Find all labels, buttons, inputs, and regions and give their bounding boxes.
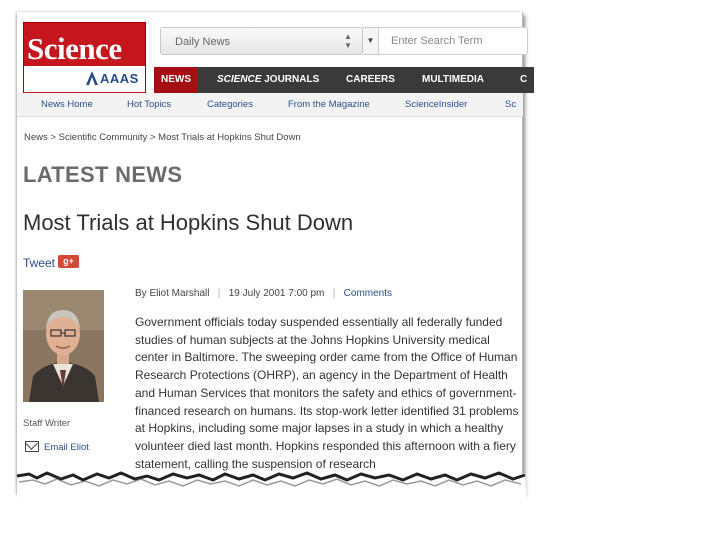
author-role: Staff Writer — [23, 418, 71, 429]
breadcrumb — [24, 132, 301, 143]
nav-journals-label: JOURNALS — [264, 74, 320, 85]
updown-arrows-icon: ▲ ▼ — [344, 32, 352, 50]
aaas-icon — [86, 71, 98, 85]
breadcrumb-scientific-community[interactable]: Scientific Community — [58, 132, 148, 143]
article-headline: Most Trials at Hopkins Shut Down — [23, 210, 354, 235]
nav-science-journals[interactable] — [217, 67, 319, 93]
nav-multimedia[interactable]: MULTIMEDIA — [422, 74, 485, 85]
sub-nav — [17, 93, 523, 117]
author-portrait — [23, 290, 104, 402]
aaas-logo[interactable] — [23, 66, 146, 92]
author-photo — [23, 290, 104, 402]
comments-link[interactable]: Comments — [343, 288, 393, 299]
google-plus-button[interactable]: g+ — [58, 255, 79, 268]
byline — [135, 288, 392, 299]
byline-separator: | — [212, 288, 226, 299]
subnav-categories[interactable]: Categories — [207, 99, 253, 110]
article-body: Government officials today suspended essentially all federally funded studies of human subjects at the Johns Hopkins University medical center in Baltimore. The sweeping order came from the Office of Human Research Protections (OHRP), an agency in the Department of Health and Human Services that monitors the safety and ethics of government-financed research on humans. Its stop-work letter identified 31 problems at Hopkins, including some major lapses in a study in which a healthy volunteer died last month. Hopkins responded this afternoon with a fiery statement, calling the suspension of research — [135, 315, 519, 471]
nav-news[interactable]: NEWS — [154, 67, 198, 93]
subnav-hot-topics[interactable]: Hot Topics — [127, 99, 172, 110]
subnav-scienceinsider[interactable]: ScienceInsider — [405, 99, 468, 110]
byline-date: 19 July 2001 7:00 pm — [228, 288, 325, 299]
subnav-more[interactable]: Sc — [505, 99, 517, 110]
breadcrumb-separator: > — [50, 132, 56, 143]
section-select-value: Daily News — [175, 36, 231, 48]
subnav-news-home[interactable]: News Home — [41, 99, 93, 110]
section-select[interactable] — [160, 27, 363, 55]
breadcrumb-news[interactable]: News — [24, 132, 48, 143]
email-author-link[interactable]: Email Eliot — [44, 442, 89, 453]
email-icon[interactable] — [25, 441, 39, 452]
section-title: LATEST NEWS — [23, 162, 183, 187]
byline-author: By Eliot Marshall — [135, 288, 210, 299]
breadcrumb-separator: > — [149, 132, 156, 143]
nav-science-label: SCIENCE — [217, 74, 262, 85]
search-input[interactable] — [378, 27, 528, 55]
nav-more[interactable]: C — [520, 74, 528, 85]
tweet-button[interactable]: Tweet — [23, 256, 56, 270]
nav-careers[interactable]: CAREERS — [346, 74, 395, 85]
byline-separator: | — [327, 288, 341, 299]
main-nav — [154, 67, 534, 93]
news-clipping — [17, 12, 528, 494]
logo-text: Science — [27, 31, 122, 66]
torn-edge — [17, 468, 527, 508]
aaas-text: AAAS — [100, 71, 139, 86]
subnav-from-magazine[interactable]: From the Magazine — [288, 99, 370, 110]
dropdown-arrow-icon[interactable]: ▼ — [363, 27, 379, 55]
breadcrumb-current: Most Trials at Hopkins Shut Down — [158, 132, 301, 143]
